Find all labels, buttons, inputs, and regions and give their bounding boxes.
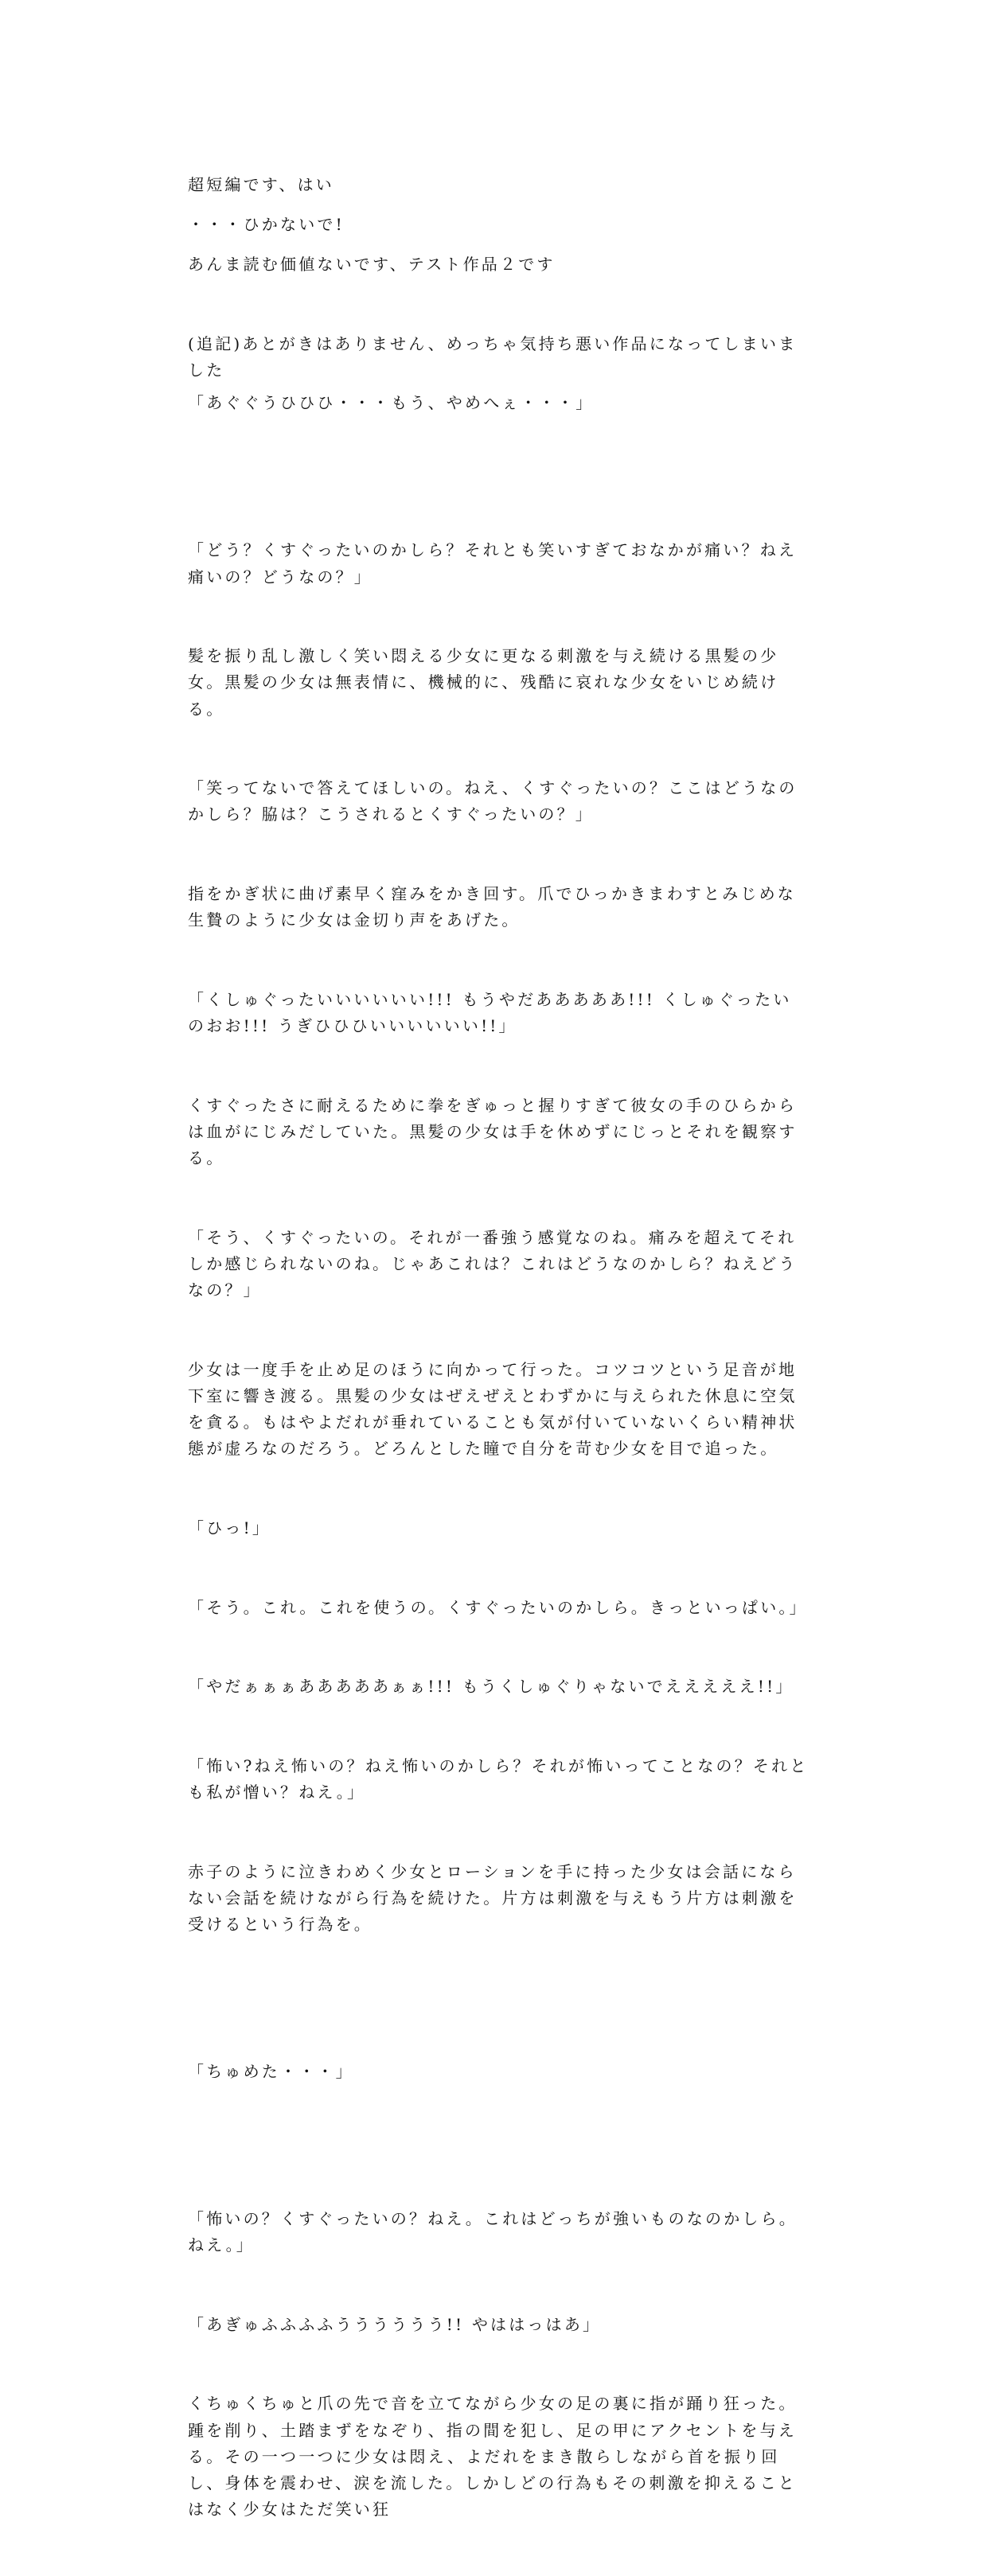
paragraph-8: 「そう、くすぐったいの。それが一番強う感覚なのね。痛みを超えてそれしか感じられないのね。じゃあこれは？これはどうなのかしら？ねえどうなの？」: [188, 1227, 798, 1300]
paragraph-6: 「くしゅぐったいいいいいい!!! もうやだあああああ!!! くしゅぐったいのおお!!! うぎひひひいいいいいい!!」: [188, 989, 792, 1036]
blank-line: [188, 1991, 809, 2006]
blank-line: [188, 2138, 809, 2153]
paragraph-13: 「怖い?ねえ怖いの？ねえ怖いのかしら？それが怖いってことなの？それとも私が憎い？ねえ。」: [188, 1756, 809, 1802]
paragraph-10: 「ひっ!」: [188, 1518, 271, 1537]
paragraph-7: くすぐったさに耐えるために拳をぎゅっと握りすぎて彼女の手のひらからは血がにじみだしていた。黒髪の少女は手を休めずにじっとそれを観察する。: [188, 1095, 798, 1168]
paragraph-4: 「笑ってないで答えてほしいの。ねえ、くすぐったいの？ここはどうなのかしら？脇は？こうされるとくすぐったいの？」: [188, 778, 798, 824]
paragraph-12: 「やだぁぁぁあああああぁぁ!!! もうくしゅぐりゃないでえええええ!!」: [188, 1677, 794, 1697]
paragraph-16: 「怖いの？くすぐったいの？ねえ。これはどっちが強いものなのかしら。ねえ。」: [188, 2209, 798, 2255]
paragraph-15: 「ちゅめた・・・」: [188, 2062, 354, 2081]
paragraph-14: 赤子のように泣きわめく少女とローションを手に持った少女は会話にならない会話を続けながら行為を続けた。片方は刺激を与えもう片方は刺激を受けるという行為を。: [188, 1861, 798, 1934]
note-line-1: 超短編です、はい: [188, 175, 334, 195]
paragraph-11: 「そう。これ。これを使うの。くすぐったいのかしら。きっといっぱい。」: [188, 1597, 808, 1617]
paragraph-17: 「あぎゅふふふふうううううう!! やははっはあ」: [188, 2314, 602, 2334]
author-plea: ・・・ひかないで!: [188, 215, 345, 234]
blank-line: [188, 470, 809, 485]
story-body: [188, 337, 809, 2576]
paragraph-5: 指をかぎ状に曲げ素早く窪みをかき回す。爪でひっかきまわすとみじめな生贄のように少女は金切り声をあげた。: [188, 884, 796, 930]
paragraph-9: 少女は一度手を止め足のほうに向かって行った。コツコツという足音が地下室に響き渡る。黒髪の少女はぜえぜえとわずかに与えられた休息に空気を貪る。もはやよだれが垂れていることも気が付いていないくらい精神状態が虚ろなのだろう。どろんとした瞳で自分を苛む少女を目で追った。: [188, 1359, 798, 1459]
paragraph-1: 「あぐぐうひひひ・・・もう、やめへぇ・・・」: [188, 393, 595, 413]
paragraph-3: 髪を振り乱し激しく笑い悶える少女に更なる刺激を与え続ける黒髪の少女。黒髪の少女は無表情に、機械的に、残酷に哀れな少女をいじめ続ける。: [188, 646, 779, 719]
paragraph-18: くちゅくちゅと爪の先で音を立てながら少女の足の裏に指が踊り狂った。踵を削り、土踏まずをなぞり、指の間を犯し、足の甲にアクセントを与える。その一つ一つに少女は悶え、よだれをまき散らしながら首を振り回し、身体を震わせ、涙を流した。しかしどの行為もその刺激を抑えることはなく少女はただ笑い狂: [188, 2394, 798, 2519]
paragraph-2: 「どう？くすぐったいのかしら？それとも笑いすぎておなかが痛い？ねえ痛いの？どうなの？」: [188, 540, 798, 587]
note-line-2: あんま読む価値ないです、テスト作品２です: [188, 255, 556, 274]
note-line-3: (追記)あとがきはありません、めっちゃ気持ち悪い作品になってしまいました: [188, 333, 798, 380]
